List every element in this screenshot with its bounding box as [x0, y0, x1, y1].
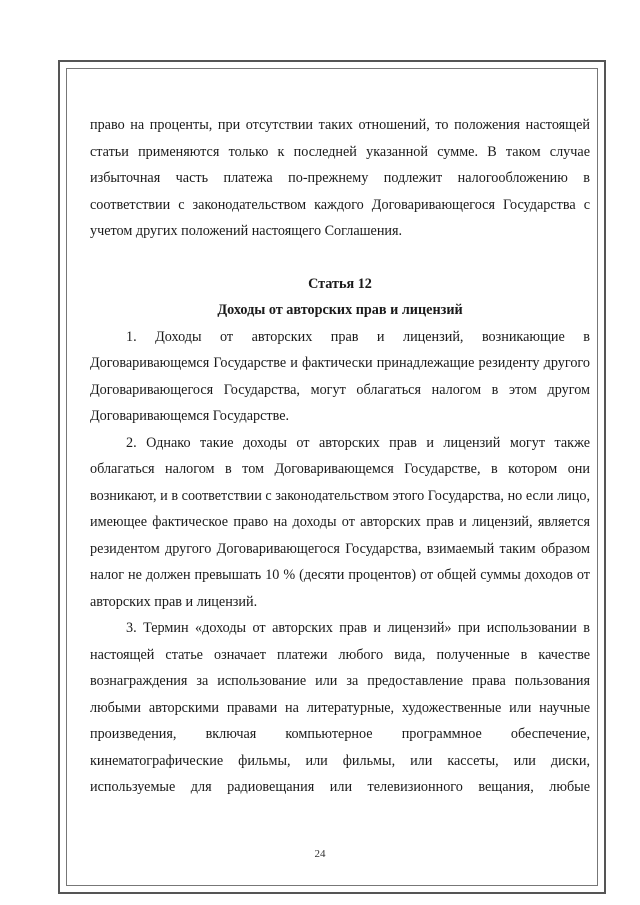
page-number: 24: [314, 848, 326, 860]
paragraph-2: 2. Однако такие доходы от авторских прав и лицензий могут также облагаться налогом в том Договаривающемся Государстве, в котором они возникают, и в соответствии с законодательством этого Государства, но если лицо, имеющее фактическое право на доходы от авторских прав и лицензий, является резидентом другого Договаривающегося Государства, взимаемый таким образом налог не должен превышать 10 % (десяти процентов) от общей суммы доходов от авторских прав и лицензий.: [90, 434, 590, 610]
intro-paragraph: право на проценты, при отсутствии таких отношений, то положения настоящей статьи применяются только к последней указанной сумме. В таком случае избыточная часть платежа по-прежнему подлежит налогообложению в соответствии с законодательством каждого Договаривающегося Государства с учетом других положений настоящего Соглашения.: [90, 117, 590, 239]
paragraph-3: 3. Термин «доходы от авторских прав и лицензий» при использовании в настоящей статье означает платежи любого вида, полученные в качестве вознаграждения за использование или за предоставление права пользования любыми авторскими правами на литературные, художественные или научные произведения, включая компьютерное программное обеспечение, кинематографические фильмы, или фильмы, или кассеты, или диски, используемые для радиовещания или телевизионного вещания, любые: [90, 620, 590, 795]
article-subtitle: Доходы от авторских прав и лицензий: [217, 302, 463, 318]
document-body: [90, 112, 590, 801]
paragraph-1: 1. Доходы от авторских прав и лицензий, возникающие в Договаривающемся Государстве и фактически принадлежащие резиденту другого Договаривающегося Государства, могут облагаться налогом в этом другом Договаривающемся Государстве.: [90, 328, 590, 424]
article-title: Статья 12: [308, 275, 372, 292]
